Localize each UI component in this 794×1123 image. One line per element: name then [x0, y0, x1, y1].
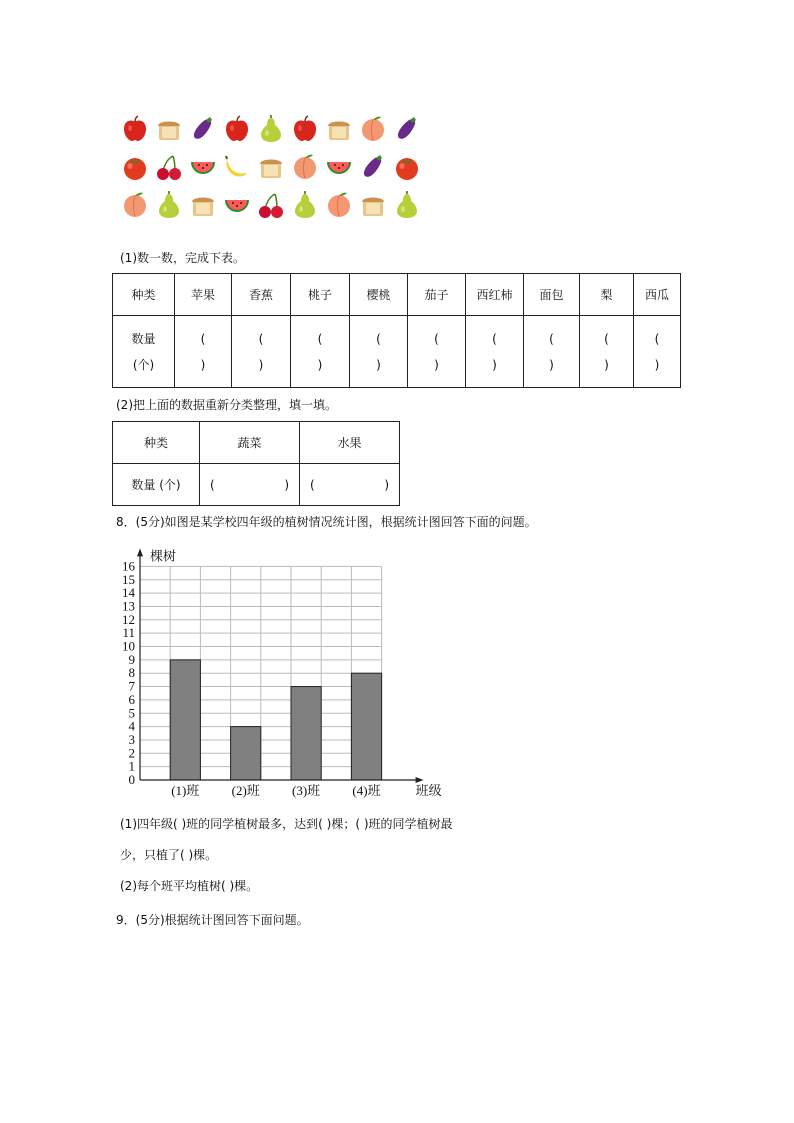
- cat-tomato: 西红柿: [466, 274, 524, 316]
- tomato-icon: [390, 150, 424, 184]
- bread-icon: [254, 150, 288, 184]
- peach-icon: [356, 112, 390, 146]
- cherry-icon: [152, 150, 186, 184]
- x-tick-label: (1)班: [171, 783, 200, 798]
- bread-icon: [322, 112, 356, 146]
- cat-bread: 面包: [524, 274, 580, 316]
- category-table: [112, 421, 400, 506]
- y-tick-label: 16: [122, 558, 135, 574]
- cat-cherry: 樱桃: [350, 274, 408, 316]
- bar-4: [351, 673, 381, 780]
- y-tick-label: 9: [128, 651, 135, 667]
- banana-icon: [220, 150, 254, 184]
- q2-instruction: (2)把上面的数据重新分类整理，填一填。: [116, 398, 337, 412]
- y-tick-label: 1: [128, 758, 135, 774]
- cat-banana: 香蕉: [232, 274, 291, 316]
- bar-3: [291, 687, 321, 780]
- fruit-count-table: [112, 273, 681, 388]
- y-tick-label: 5: [128, 705, 135, 721]
- y-tick-label: 0: [128, 772, 135, 787]
- bread-icon: [356, 188, 390, 222]
- vegetable-count-blank[interactable]: ( ): [200, 464, 300, 506]
- apple-icon: [220, 112, 254, 146]
- table2-header-kind: 种类: [113, 422, 200, 464]
- eggplant-icon: [356, 150, 390, 184]
- x-tick-label: (4)班: [352, 783, 381, 798]
- apple-icon: [288, 112, 322, 146]
- table-header-kind: 种类: [113, 274, 175, 316]
- y-tick-label: 4: [128, 718, 135, 734]
- x-tick-label: (2)班: [231, 783, 260, 798]
- q8-title: 8．(5分)如图是某学校四年级的植树情况统计图，根据统计图回答下面的问题。: [116, 515, 537, 529]
- watermelon-icon: [186, 150, 220, 184]
- bread-icon: [152, 112, 186, 146]
- bread-icon: [186, 188, 220, 222]
- peach-icon: [322, 188, 356, 222]
- y-tick-label: 10: [122, 638, 135, 654]
- count-blank[interactable]: ( ): [350, 316, 408, 388]
- cat-peach: 桃子: [291, 274, 350, 316]
- pear-icon: [254, 112, 288, 146]
- y-tick-label: 12: [122, 611, 135, 627]
- q1-instruction: (1)数一数，完成下表。: [120, 251, 245, 265]
- count-blank[interactable]: ( ): [524, 316, 580, 388]
- count-blank[interactable]: ( ): [408, 316, 466, 388]
- q8-sub1-line1: (1)四年级( )班的同学植树最多，达到( )棵；( )班的同学植树最: [120, 817, 453, 831]
- pear-icon: [152, 188, 186, 222]
- y-tick-label: 14: [122, 585, 135, 601]
- table2-header-fruit: 水果: [300, 422, 400, 464]
- count-blank[interactable]: ( ): [634, 316, 681, 388]
- fruit-count-blank[interactable]: ( ): [300, 464, 400, 506]
- x-tick-label: (3)班: [292, 783, 321, 798]
- tree-planting-bar-chart: [118, 544, 442, 802]
- cat-watermelon: 西瓜: [634, 274, 681, 316]
- y-tick-label: 11: [122, 625, 135, 641]
- table2-quantity-label: 数量 (个): [113, 464, 200, 506]
- cat-eggplant: 茄子: [408, 274, 466, 316]
- q8-sub1-line2: 少，只植了( )棵。: [120, 848, 218, 862]
- cherry-icon: [254, 188, 288, 222]
- y-axis-arrow: [137, 548, 143, 556]
- apple-icon: [118, 112, 152, 146]
- cat-pear: 梨: [580, 274, 634, 316]
- count-blank[interactable]: ( ): [580, 316, 634, 388]
- q9-title: 9．(5分)根据统计图回答下面问题。: [116, 913, 309, 927]
- bar-2: [231, 727, 261, 780]
- table2-header-vegetable: 蔬菜: [200, 422, 300, 464]
- eggplant-icon: [390, 112, 424, 146]
- tomato-icon: [118, 150, 152, 184]
- fruit-picture-grid: [118, 112, 458, 222]
- count-blank[interactable]: ( ): [466, 316, 524, 388]
- count-blank[interactable]: ( ): [232, 316, 291, 388]
- pear-icon: [288, 188, 322, 222]
- peach-icon: [118, 188, 152, 222]
- watermelon-icon: [220, 188, 254, 222]
- eggplant-icon: [186, 112, 220, 146]
- y-tick-label: 6: [128, 691, 135, 707]
- y-tick-label: 2: [128, 745, 135, 761]
- count-blank[interactable]: ( ): [175, 316, 232, 388]
- count-blank[interactable]: ( ): [291, 316, 350, 388]
- pear-icon: [390, 188, 424, 222]
- cat-apple: 苹果: [175, 274, 232, 316]
- table-quantity-label: 数量 (个): [113, 316, 175, 388]
- y-tick-label: 13: [122, 598, 135, 614]
- peach-icon: [288, 150, 322, 184]
- y-tick-label: 15: [122, 571, 135, 587]
- bar-1: [170, 660, 200, 780]
- y-tick-label: 8: [128, 665, 135, 681]
- q8-sub2: (2)每个班平均植树( )棵。: [120, 879, 259, 893]
- watermelon-icon: [322, 150, 356, 184]
- y-tick-label: 7: [128, 678, 135, 694]
- y-tick-label: 3: [128, 731, 135, 747]
- x-axis-title: 班级: [415, 783, 442, 798]
- y-axis-title: 棵树: [150, 548, 177, 564]
